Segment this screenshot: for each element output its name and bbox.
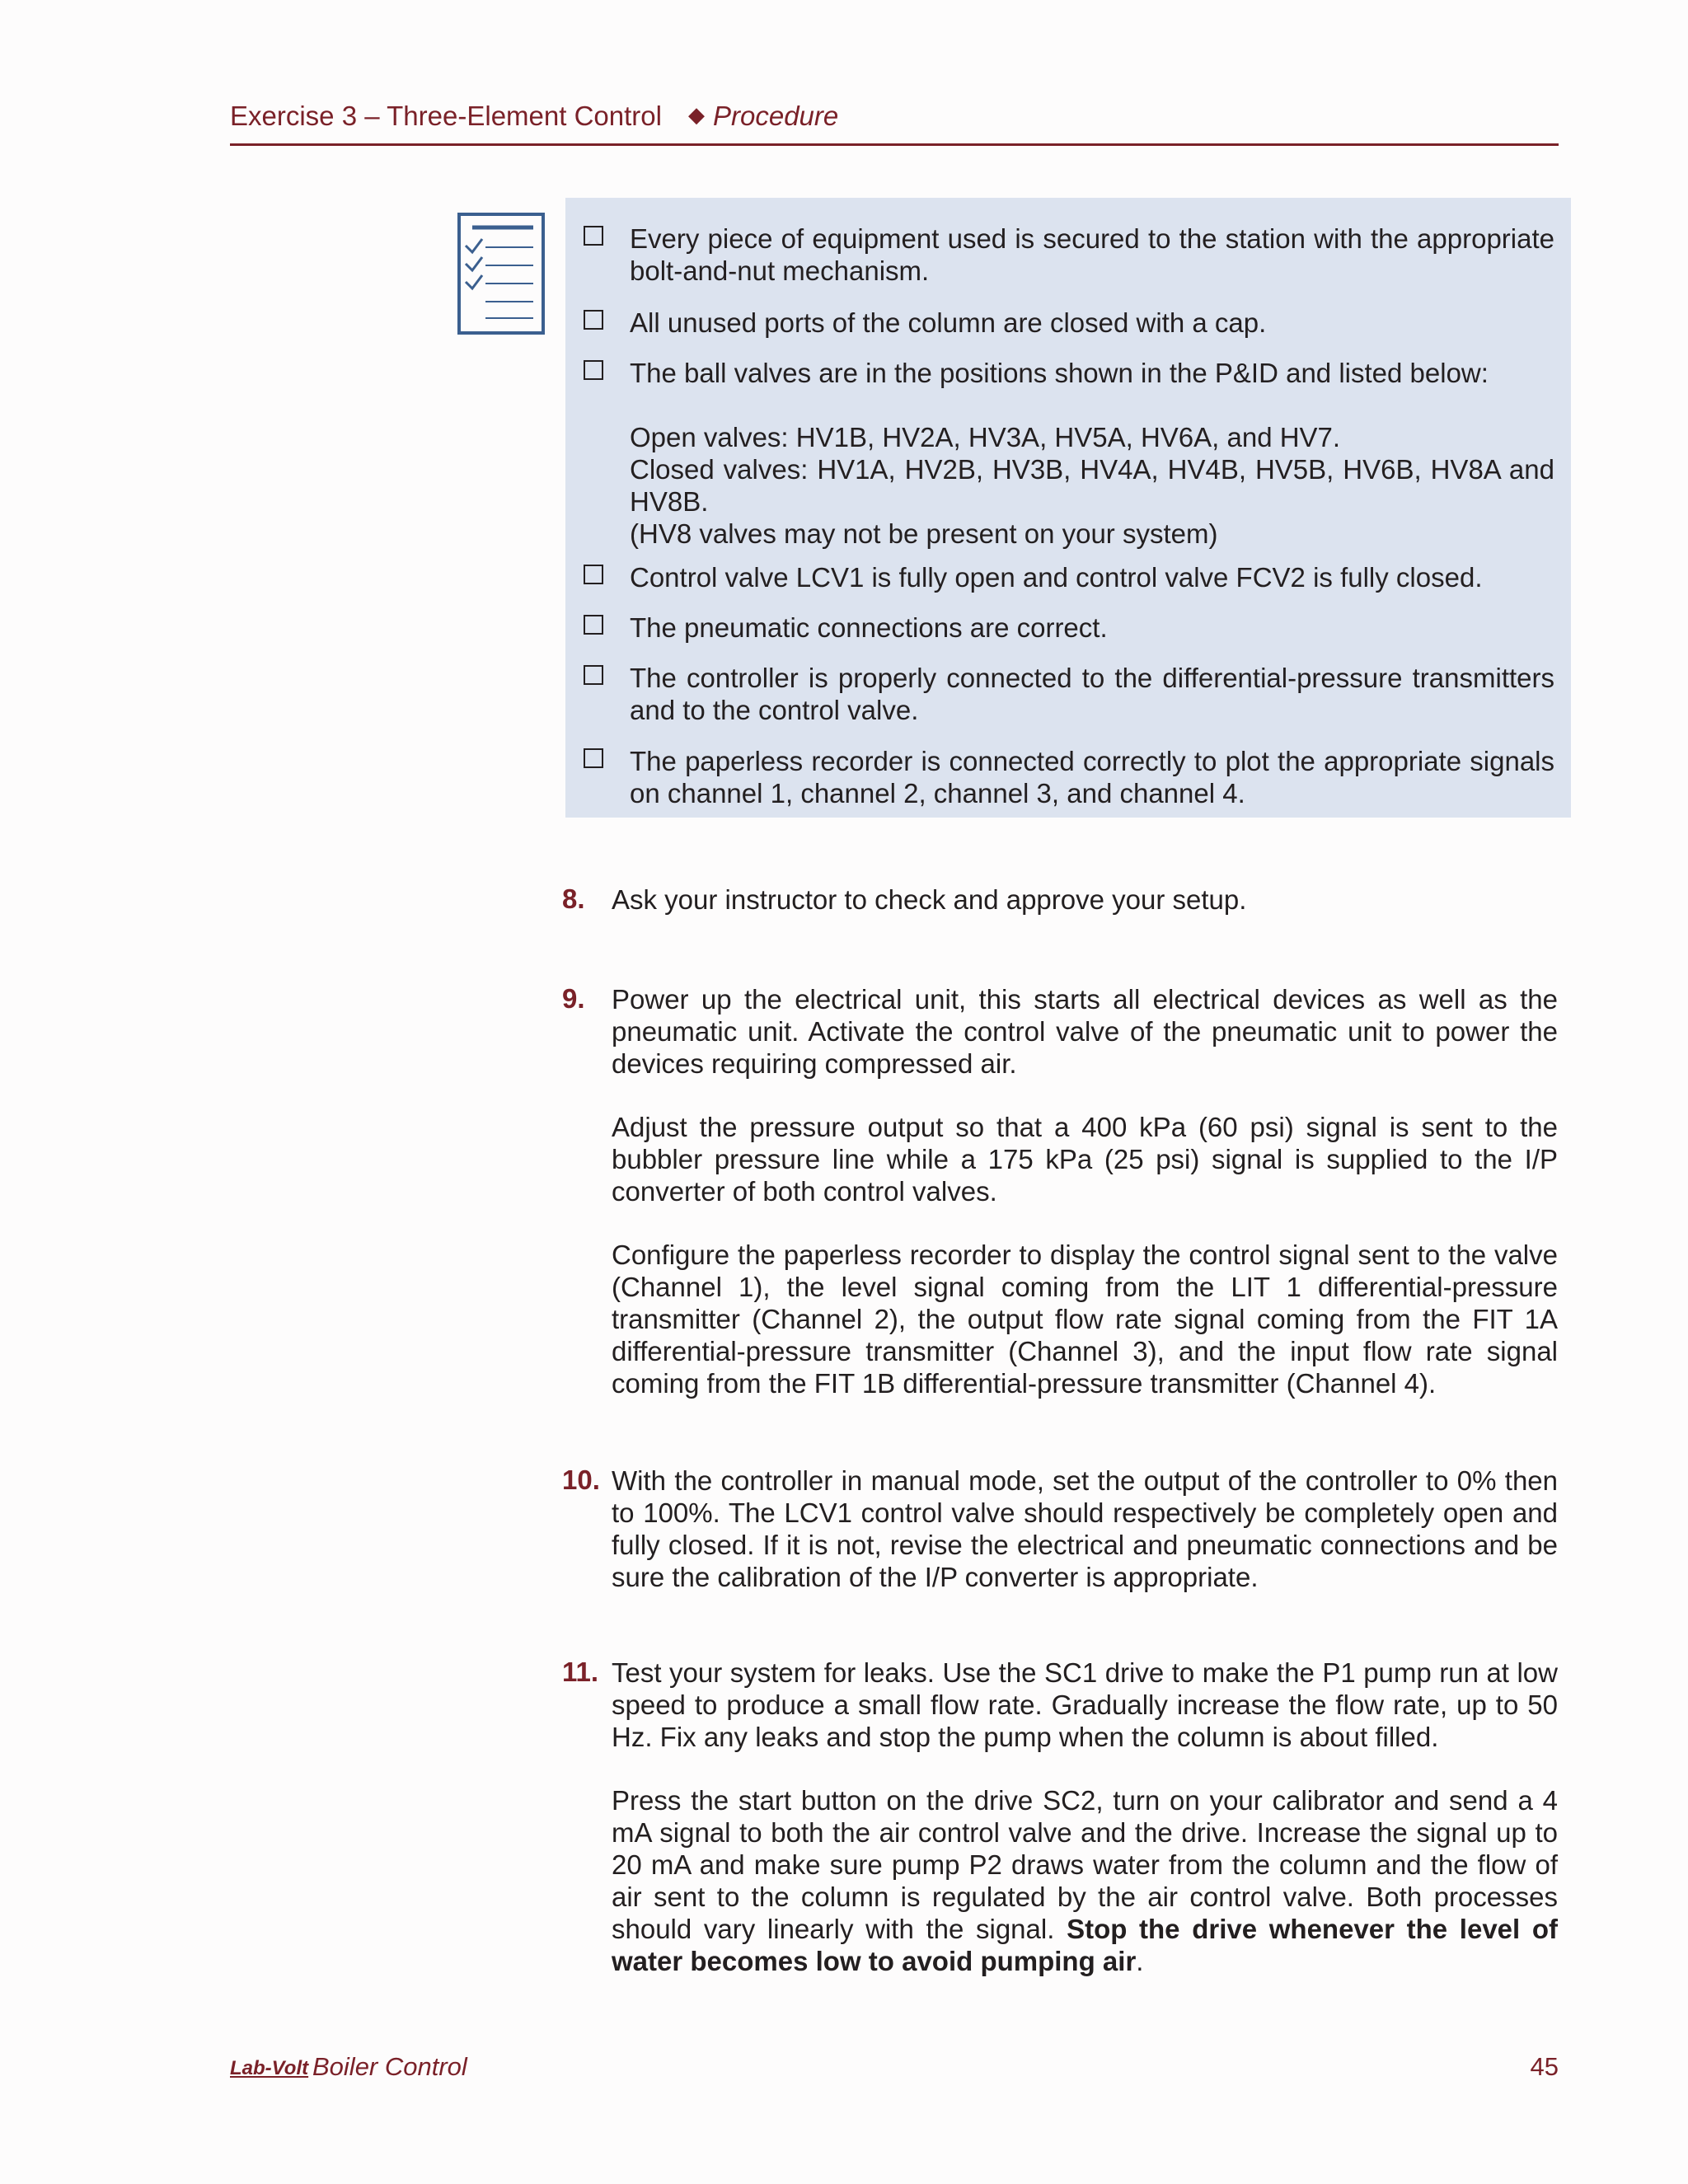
checkbox[interactable] (584, 748, 603, 768)
checkbox[interactable] (584, 360, 603, 380)
book-title: Boiler Control (312, 2052, 467, 2081)
step-number: 9. (562, 983, 585, 1014)
checklist-item-text: Every piece of equipment used is secured to the station with the appropriate bolt-and-nut mechanism. (630, 223, 1554, 286)
step-number: 10. (562, 1465, 600, 1495)
step-number: 11. (562, 1657, 599, 1687)
step-number: 8. (562, 883, 585, 914)
checklist-item-text: The controller is properly connected to the differential-pressure transmitters and to the control valve. (630, 663, 1554, 725)
step-paragraph: Test your system for leaks. Use the SC1 drive to make the P1 pump run at low speed to produce a small flow rate. Gradually increase the flow rate, up to 50 Hz. Fix any leaks and stop the pump when the column is about filled. (612, 1657, 1558, 1752)
checklist-item-text: The paperless recorder is connected correctly to plot the appropriate signals on channel 1, channel 2, channel 3, and channel 4. (630, 746, 1554, 808)
warning-text: Stop the drive whenever the level of water becomes low to avoid pumping air (612, 1914, 1559, 1976)
setup-checklist (565, 198, 1571, 818)
step-paragraph (612, 1784, 1558, 1977)
valves-note: (HV8 valves may not be present on your system) (630, 518, 1218, 549)
page-footer (230, 2052, 1559, 2088)
checkbox[interactable] (584, 615, 603, 635)
step-paragraph: Ask your instructor to check and approve your setup. (612, 884, 1247, 915)
brand-logo: Lab-Volt (230, 2057, 309, 2079)
section-title: Procedure (713, 101, 839, 131)
checkbox[interactable] (584, 226, 603, 246)
exercise-title: Exercise 3 – Three-Element Control (230, 101, 662, 131)
checklist-item-text: Control valve LCV1 is fully open and control valve FCV2 is fully closed. (630, 562, 1483, 593)
checkbox[interactable] (584, 310, 603, 330)
checklist-item-text: All unused ports of the column are closed with a cap. (630, 307, 1267, 338)
step-paragraph: Configure the paperless recorder to display the control signal sent to the valve (Channel 1), the level signal coming from the LIT 1 differential-pressure transmitter (Channel 2), the output flow rate signal coming from the FIT 1A differential-pressure transmitter (Channel 3), and the input flow rate signal coming from the FIT 1B differential-pressure transmitter (Channel 4). (612, 1240, 1558, 1399)
step-paragraph: With the controller in manual mode, set the output of the controller to 0% then to 100%. The LCV1 control valve should respectively be completely open and fully closed. If it is not, revise the electrical and pneumatic connections and be sure the calibration of the I/P converter is appropriate. (612, 1465, 1558, 1592)
checklist-icon (457, 213, 545, 335)
page-header (230, 97, 1559, 146)
step-text: Press the start button on the drive SC2, turn on your calibrator and send a 4 mA signal to both the air control valve and the drive. Increase the signal up to 20 mA and make sure pump P2 draws water from the column and the flow of air sent to the column is regulated by the air control valve. Both processes should vary linearly with the signal. (612, 1785, 1558, 1944)
page-number: 45 (1530, 2052, 1559, 2081)
valves-intro: The ball valves are in the positions shown in the P&ID and listed below: (630, 358, 1489, 388)
checkbox[interactable] (584, 565, 603, 584)
closed-valves: Closed valves: HV1A, HV2B, HV3B, HV4A, HV4B, HV5B, HV6B, HV8A and HV8B. (630, 454, 1554, 517)
checkbox[interactable] (584, 665, 603, 685)
end-punctuation: . (1136, 1946, 1144, 1976)
checklist-item-text (630, 357, 1554, 550)
step-paragraph: Power up the electrical unit, this starts all electrical devices as well as the pneumatic unit. Activate the control valve of the pneumatic unit to power the devices requiring compressed air. (612, 984, 1558, 1079)
checklist-item-text: The pneumatic connections are correct. (630, 612, 1108, 643)
open-valves: Open valves: HV1B, HV2A, HV3A, HV5A, HV6A, and HV7. (630, 422, 1341, 452)
diamond-icon: ◆ (688, 102, 705, 127)
step-paragraph: Adjust the pressure output so that a 400 kPa (60 psi) signal is sent to the bubbler pressure line while a 175 kPa (25 psi) signal is supplied to the I/P converter of both control valves. (612, 1112, 1558, 1207)
